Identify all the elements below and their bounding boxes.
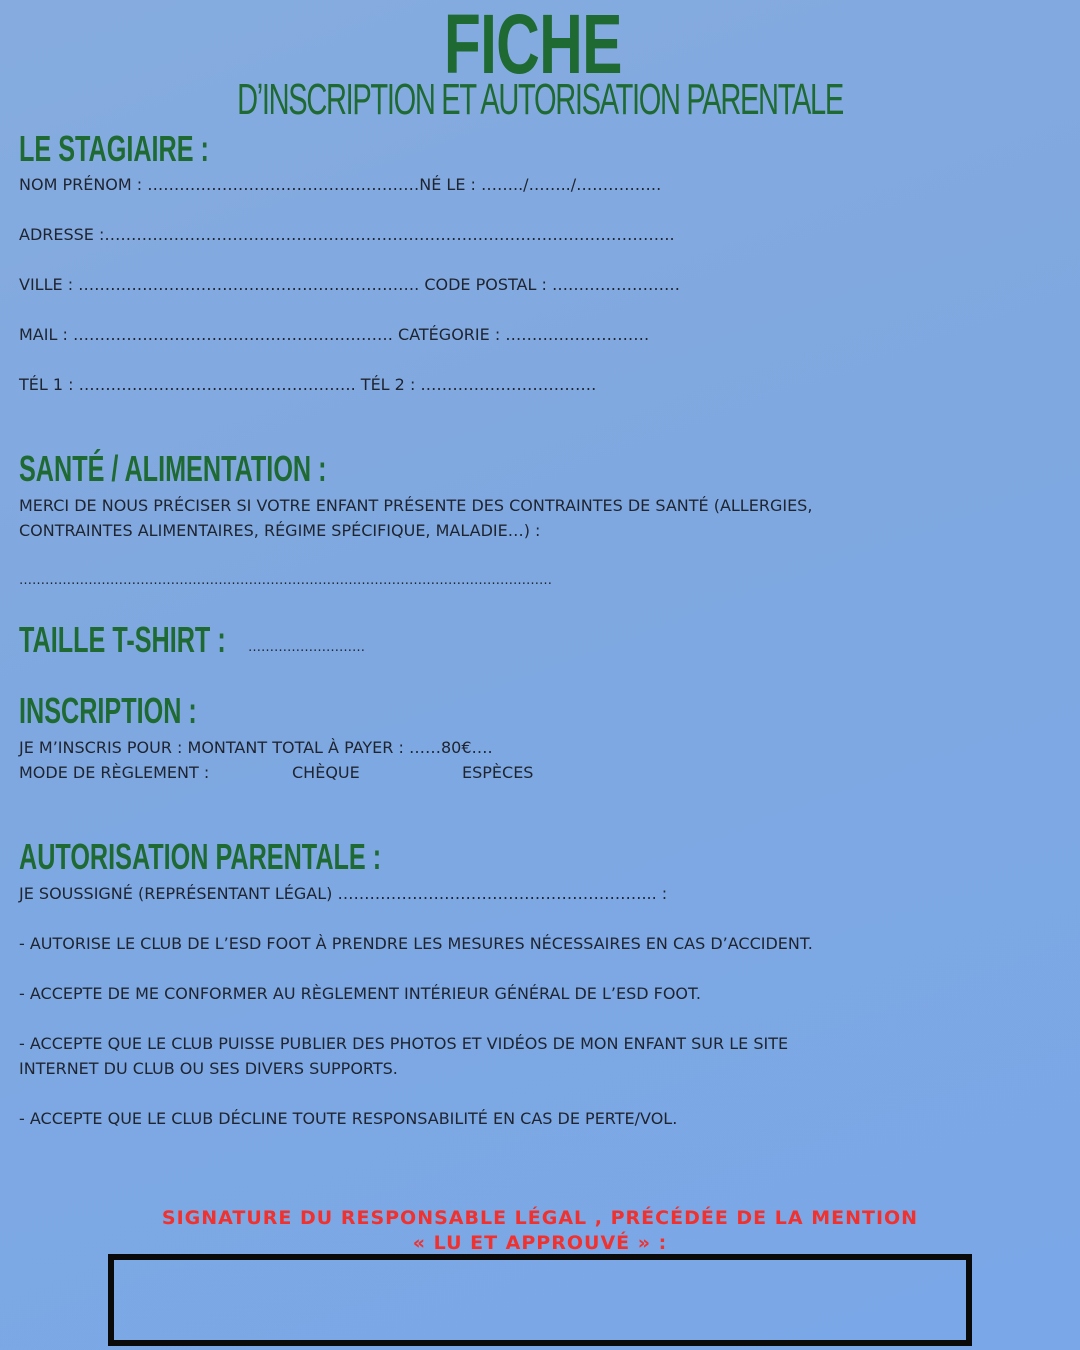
authorization-item: - ACCEPTE QUE LE CLUB PUISSE PUBLIER DES PHOTOS ET VIDÉOS DE MON ENFANT SUR LE SITE xyxy=(19,1034,789,1053)
authorization-item: - AUTORISE LE CLUB DE L’ESD FOOT À PRENDRE LES MESURES NÉCESSAIRES EN CAS D’ACCIDENT. xyxy=(19,934,813,953)
payment-option-especes[interactable]: ESPÈCES xyxy=(462,763,534,782)
signature-label-line-2: « LU ET APPROUVÉ » : xyxy=(412,1232,668,1254)
tshirt-size-field[interactable]: ……………………… xyxy=(248,640,365,655)
payment-option-cheque[interactable]: CHÈQUE xyxy=(292,763,360,782)
form-title: FICHE xyxy=(443,0,622,91)
form-subtitle: D’INSCRIPTION ET AUTORISATION PARENTALE xyxy=(237,75,843,124)
signature-label-line-1: SIGNATURE DU RESPONSABLE LÉGAL , PRÉCÉDÉE DE LA MENTION xyxy=(161,1207,919,1229)
section-heading-inscription: INSCRIPTION : xyxy=(19,690,197,731)
section-heading-stagiaire: LE STAGIAIRE : xyxy=(19,128,209,169)
inscription-amount: JE M’INSCRIS POUR : MONTANT TOTAL À PAYER : ……80€…. xyxy=(19,738,493,757)
field-nom-prenom[interactable]: NOM PRÉNOM : ……………………………………………NÉ LE : ……../……../……………. xyxy=(19,175,662,194)
sante-instructions-line-2: CONTRAINTES ALIMENTAIRES, RÉGIME SPÉCIFIQUE, MALADIE…) : xyxy=(19,521,541,540)
authorization-item-continued: INTERNET DU CLUB OU SES DIVERS SUPPORTS. xyxy=(19,1059,398,1078)
field-mail-categorie[interactable]: MAIL : …………………………………………………… CATÉGORIE : ……………………… xyxy=(19,325,650,344)
field-ville-code-postal[interactable]: VILLE : ………………………………………………………. CODE POSTAL : …………………… xyxy=(19,275,680,294)
section-heading-sante: SANTÉ / ALIMENTATION : xyxy=(19,448,327,489)
section-heading-tshirt: TAILLE T-SHIRT : xyxy=(19,619,226,660)
field-telephones[interactable]: TÉL 1 : ……………………………………………. TÉL 2 : …………………………… xyxy=(19,375,597,394)
signature-box[interactable] xyxy=(108,1254,972,1346)
authorization-item: - ACCEPTE DE ME CONFORMER AU RÈGLEMENT INTÉRIEUR GÉNÉRAL DE L’ESD FOOT. xyxy=(19,984,701,1003)
sante-instructions-line-1: MERCI DE NOUS PRÉCISER SI VOTRE ENFANT PRÉSENTE DES CONTRAINTES DE SANTÉ (ALLERGIES, xyxy=(19,496,813,515)
payment-mode-label: MODE DE RÈGLEMENT : xyxy=(19,763,210,782)
section-heading-autorisation: AUTORISATION PARENTALE : xyxy=(19,836,382,877)
signature-label xyxy=(30,1206,1050,1256)
field-adresse[interactable]: ADRESSE :…………………………………………………………………………………………….. xyxy=(19,225,675,244)
soussigne-field[interactable]: JE SOUSSIGNÉ (REPRÉSENTANT LÉGAL) …………………………………………………... : xyxy=(19,884,668,903)
sante-answer-field[interactable]: …………………………………………………………………………………………………………… xyxy=(19,573,552,588)
authorization-item: - ACCEPTE QUE LE CLUB DÉCLINE TOUTE RESPONSABILITÉ EN CAS DE PERTE/VOL. xyxy=(19,1109,678,1128)
